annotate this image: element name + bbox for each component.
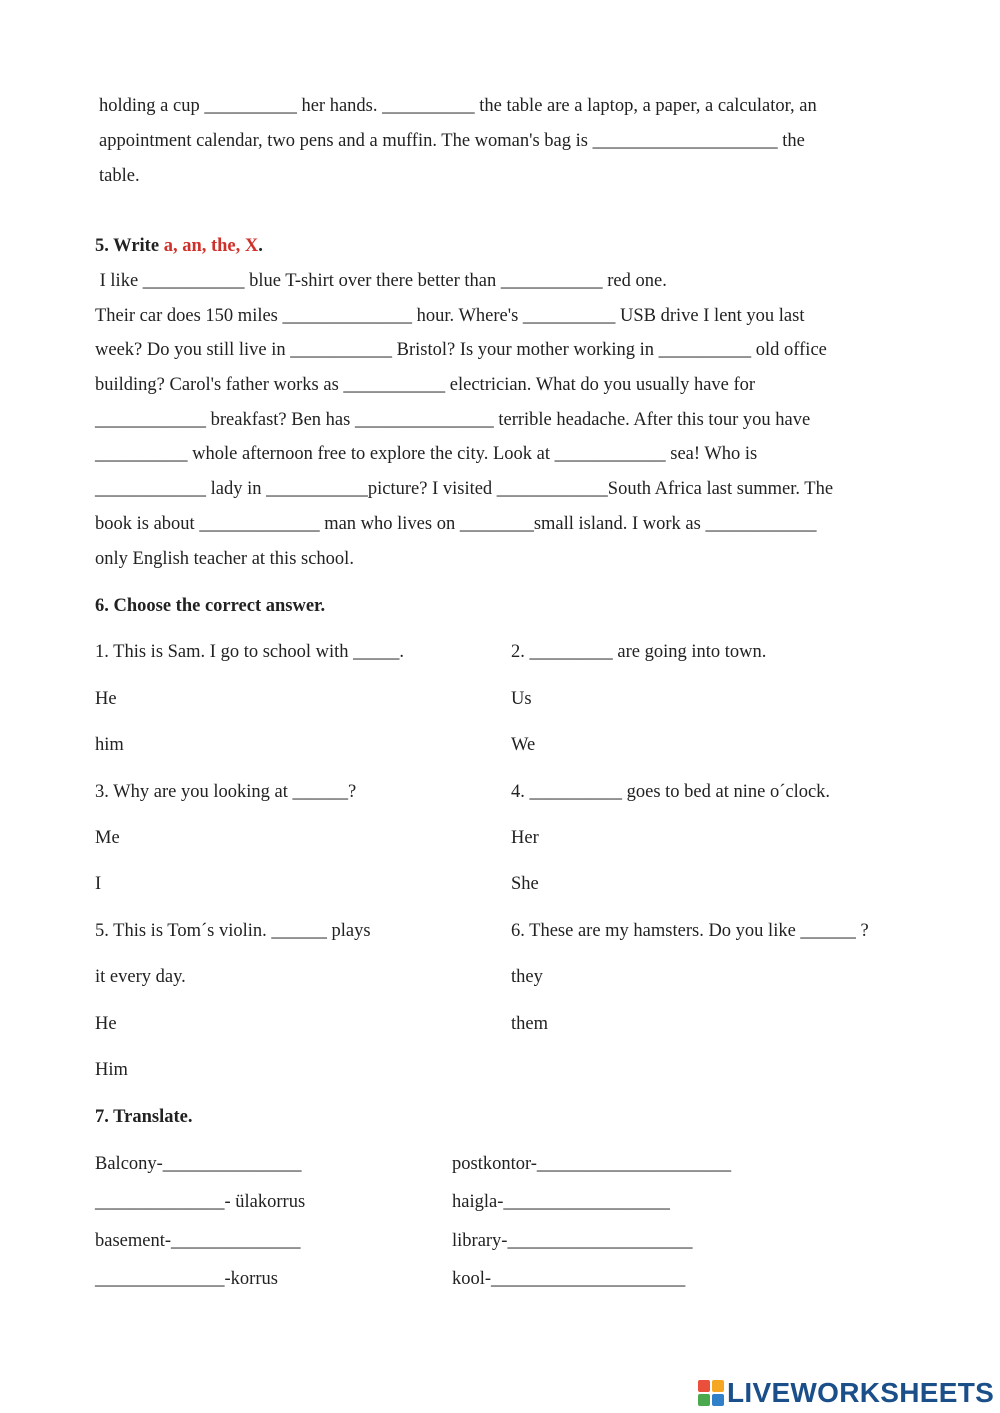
translate-item-3[interactable]: basement-______________	[95, 1231, 301, 1251]
section5-title	[95, 235, 263, 257]
section5-line-6: __________ whole afternoon free to explore the city. Look at ____________ sea! Who is	[95, 444, 758, 464]
translate-item-1[interactable]: Balcony-_______________	[95, 1154, 302, 1174]
translate-item-5[interactable]: postkontor-_____________________	[452, 1154, 732, 1174]
question-6-option-a[interactable]: they	[511, 967, 543, 987]
question-3-option-b[interactable]: I	[95, 874, 102, 894]
translate-item-6[interactable]: haigla-__________________	[452, 1192, 670, 1212]
liveworksheets-brand: LIVEWORKSHEETS	[727, 1377, 995, 1408]
question-4-option-a[interactable]: Her	[511, 828, 539, 848]
question-5-option-a[interactable]: He	[95, 1014, 117, 1034]
question-6: 6. These are my hamsters. Do you like ______ ?	[511, 921, 869, 941]
question-1: 1. This is Sam. I go to school with _____.	[95, 642, 405, 662]
question-3-option-a[interactable]: Me	[95, 828, 120, 848]
section6-title: 6. Choose the correct answer.	[95, 596, 326, 616]
section5-title-suffix: .	[258, 236, 263, 256]
question-1-option-b[interactable]: him	[95, 735, 124, 755]
translate-item-4[interactable]: ______________-korrus	[95, 1269, 278, 1289]
question-6-option-b[interactable]: them	[511, 1014, 548, 1034]
intro-line-2: appointment calendar, two pens and a muffin. The woman's bag is ____________________ the	[99, 131, 805, 151]
liveworksheets-logo[interactable]	[698, 1378, 994, 1408]
section5-line-9: only English teacher at this school.	[95, 549, 354, 569]
section5-line-1: I like ___________ blue T-shirt over there better than ___________ red one.	[95, 271, 667, 291]
section5-line-8: book is about _____________ man who lives on ________small island. I work as ____________	[95, 514, 817, 534]
section5-line-2: Their car does 150 miles ______________ hour. Where's __________ USB drive I lent you last	[95, 306, 805, 326]
intro-line-3: table.	[99, 166, 140, 186]
section7-title: 7. Translate.	[95, 1107, 193, 1127]
question-2: 2. _________ are going into town.	[511, 642, 767, 662]
question-5-option-b[interactable]: Him	[95, 1060, 128, 1080]
question-4-option-b[interactable]: She	[511, 874, 539, 894]
section5-line-3: week? Do you still live in ___________ Bristol? Is your mother working in __________ old office	[95, 340, 827, 360]
liveworksheets-logo-icon	[698, 1380, 724, 1406]
question-5: 5. This is Tom´s violin. ______ plays	[95, 921, 371, 941]
question-3: 3. Why are you looking at ______?	[95, 782, 357, 802]
question-2-option-b[interactable]: We	[511, 735, 536, 755]
section5-line-5: ____________ breakfast? Ben has _______________ terrible headache. After this tour you have	[95, 410, 811, 430]
section5-line-4: building? Carol's father works as ___________ electrician. What do you usually have for	[95, 375, 756, 395]
section5-line-7: ____________ lady in ___________picture? I visited ____________South Africa last summer. The	[95, 479, 834, 499]
translate-item-8[interactable]: kool-_____________________	[452, 1269, 686, 1289]
section5-title-options: a, an, the, X	[163, 236, 259, 256]
translate-item-2[interactable]: ______________- ülakorrus	[95, 1192, 306, 1212]
question-4: 4. __________ goes to bed at nine o´clock.	[511, 782, 831, 802]
question-2-option-a[interactable]: Us	[511, 689, 532, 709]
question-1-option-a[interactable]: He	[95, 689, 117, 709]
question-5-continued: it every day.	[95, 967, 186, 987]
section5-title-prefix: 5. Write	[95, 236, 164, 256]
intro-line-1: holding a cup __________ her hands. __________ the table are a laptop, a paper, a calculator, an	[99, 96, 817, 116]
translate-item-7[interactable]: library-____________________	[452, 1231, 693, 1251]
